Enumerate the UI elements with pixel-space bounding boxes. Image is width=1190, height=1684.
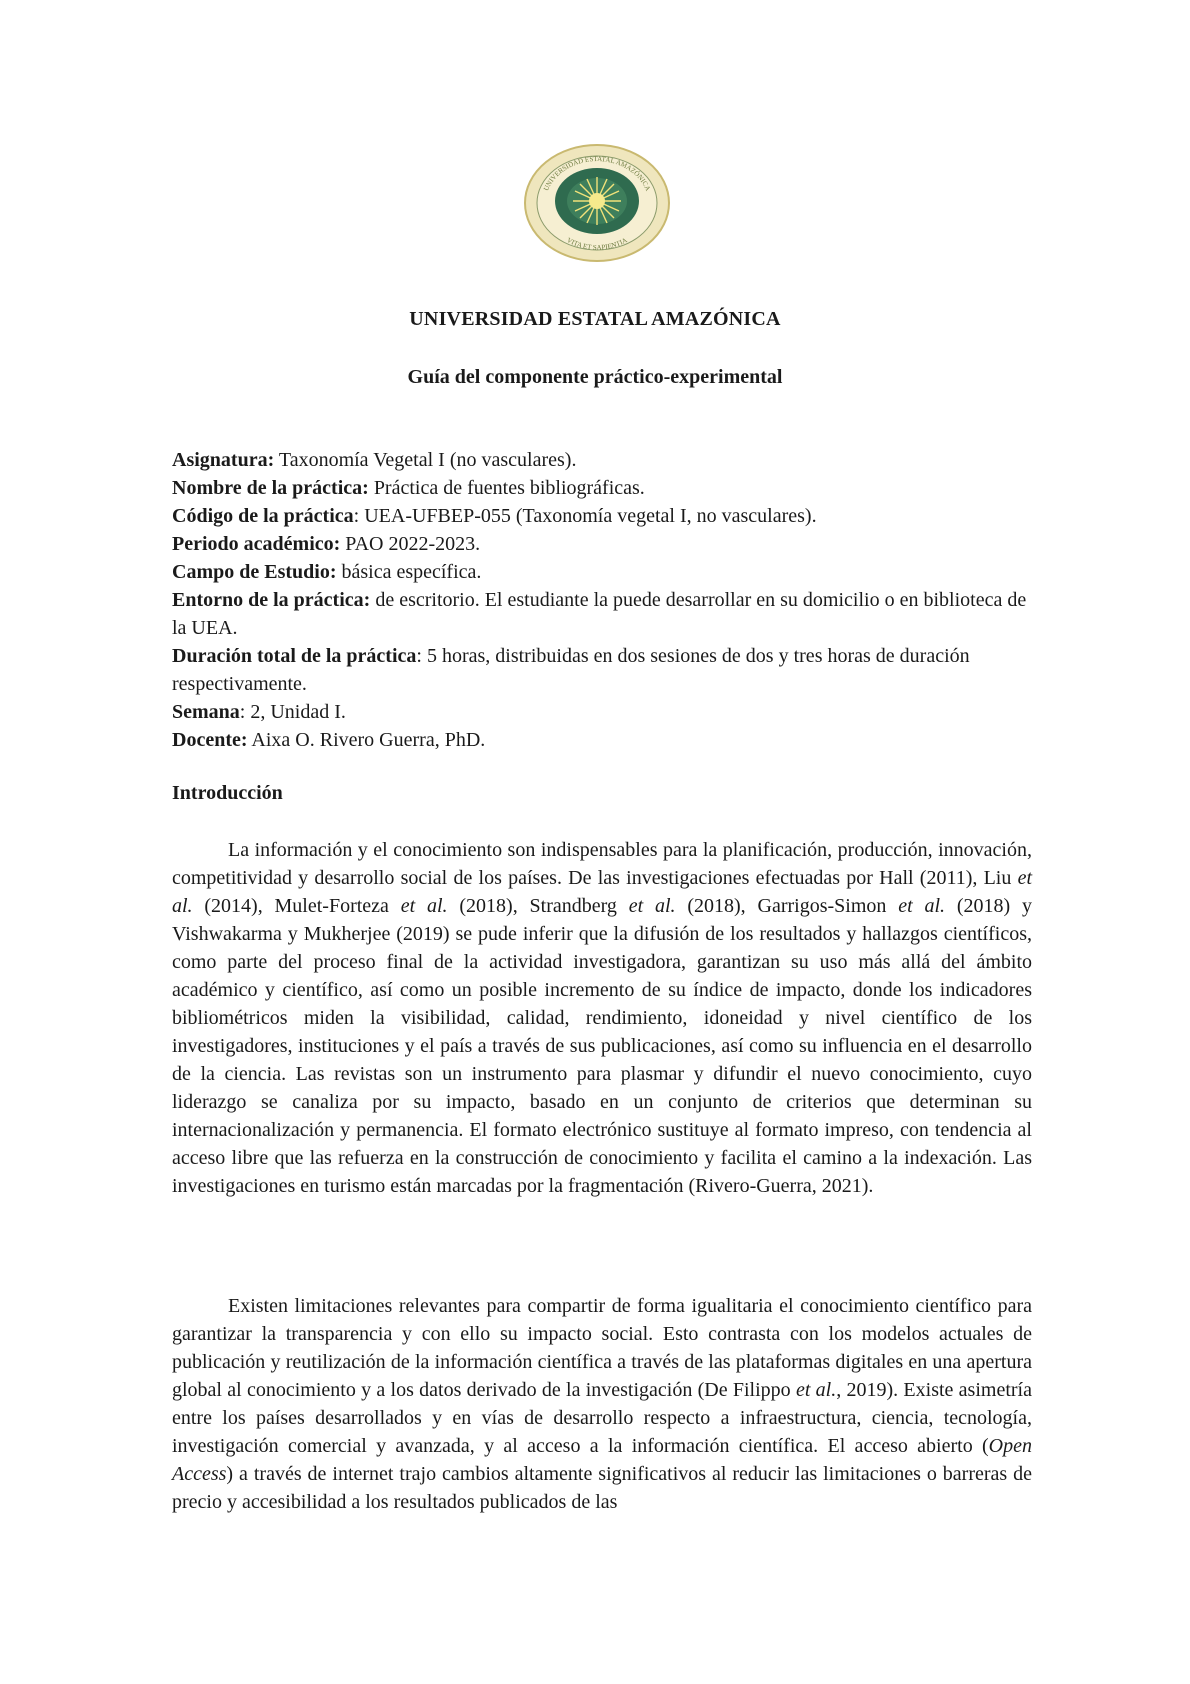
meta-practice-name: Nombre de la práctica: Práctica de fuentes bibliográficas. [172, 477, 645, 499]
meta-academic-period: Periodo académico: PAO 2022-2023. [172, 533, 481, 555]
meta-practice-code: Código de la práctica: UEA-UFBEP-055 (Taxonomía vegetal I, no vasculares). [172, 505, 817, 527]
seal-text-top: UNIVERSIDAD ESTATAL AMAZÓNICA [542, 154, 652, 193]
meta-subject: Asignatura: Taxonomía Vegetal I (no vasculares). [172, 449, 577, 471]
meta-field-of-study: Campo de Estudio: básica específica. [172, 561, 482, 583]
meta-teacher: Docente: Aixa O. Rivero Guerra, PhD. [172, 729, 486, 751]
practice-metadata [172, 446, 1032, 754]
intro-paragraph-2: Existen limitaciones relevantes para compartir de forma igualitaria el conocimiento científico para garantizar la transparencia y con ello su impacto social. Esto contrasta con los modelos actuales de publicación y reutilización de la información científica a través de las plataformas digitales en una apertura global al conocimiento y a los datos derivado de la investigación (De Filippo et al., 2019). Existe asimetría entre los países desarrollados y en vías de desarrollo respecto a infraestructura, ciencia, tecnología, investigación comercial y avanzada, y al acceso a la información científica. El acceso abierto (Open Access) a través de internet trajo cambios altamente significativos al reducir las limitaciones o barreras de precio y accesibilidad a los resultados publicados de las [172, 1295, 1032, 1513]
university-name: UNIVERSIDAD ESTATAL AMAZÓNICA [409, 308, 781, 330]
seal-text-bottom: VITA ET SAPIENTIA [565, 236, 629, 252]
meta-environment: Entorno de la práctica: de escritorio. El estudiante la puede desarrollar en su domicilio o en biblioteca de la UEA. [172, 589, 1027, 639]
meta-duration: Duración total de la práctica: 5 horas, distribuidas en dos sesiones de dos y tres horas de duración respectivamente. [172, 645, 970, 695]
meta-week: Semana: 2, Unidad I. [172, 701, 346, 723]
intro-paragraph-1: La información y el conocimiento son indispensables para la planificación, producción, innovación, competitividad y desarrollo social de los países. De las investigaciones efectuadas por Hall (2011), Liu et al. (2014), Mulet-Forteza et al. (2018), Strandberg et al. (2018), Garrigos-Simon et al. (2018) y Vishwakarma y Mukherjee (2019) se pude inferir que la difusión de los resultados y hallazgos científicos, como parte del proceso final de la actividad investigadora, garantizan su uso más allá del ámbito académico y científico, así como un posible incremento de su índice de impacto, donde los indicadores bibliométricos miden la visibilidad, calidad, rendimiento, idoneidad y nivel científico de los investigadores, instituciones y el país a través de sus publicaciones, así como su influencia en el desarrollo de la ciencia. Las revistas son un instrumento para plasmar y difundir el nuevo conocimiento, cuyo liderazgo se canaliza por su impacto, basado en un conjunto de criterios que determinan su internacionalización y permanencia. El formato electrónico sustituye al formato impreso, con tendencia al acceso libre que las refuerza en la construcción de conocimiento y facilita el camino a la indexación. Las investigaciones en turismo están marcadas por la fragmentación (Rivero-Guerra, 2021). [172, 839, 1032, 1197]
university-seal-logo [523, 143, 671, 263]
section-heading-introduction: Introducción [172, 782, 283, 804]
guide-title: Guía del componente práctico-experimental [407, 366, 783, 388]
